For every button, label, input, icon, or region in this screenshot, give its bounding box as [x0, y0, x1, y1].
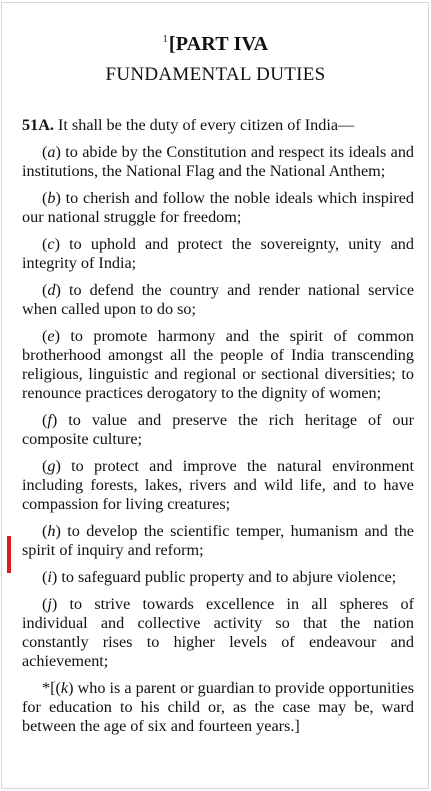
clause-close: ): [55, 143, 66, 161]
clause-letter: g: [47, 457, 56, 475]
section-heading: FUNDAMENTAL DUTIES: [105, 64, 326, 85]
clause-close: ): [54, 235, 70, 253]
clause-letter: d: [47, 281, 56, 299]
clause-f: [22, 411, 414, 449]
clause-close: ): [55, 281, 69, 299]
clause-letter: f: [47, 411, 52, 429]
clause-j: [22, 595, 414, 671]
clause-letter: e: [47, 327, 55, 345]
footnote-marker: 1: [162, 34, 168, 46]
clause-text: to cherish and follow the noble ideals which inspired our national struggle for freedom;: [22, 189, 415, 226]
clause-a: [22, 143, 414, 181]
clause-k: [22, 679, 414, 736]
clause-g: [22, 457, 414, 514]
clause-c: [22, 235, 414, 273]
clause-close: ): [54, 327, 71, 345]
clause-letter: b: [47, 189, 56, 207]
clause-text: to promote harmony and the spirit of common brotherhood amongst all the people of India transcending religious, linguistic and regional or sectional diversities; to renounce practices derogatory to the dignity of women;: [22, 327, 415, 402]
clause-open: (: [42, 522, 48, 540]
article-number: 51A.: [22, 116, 54, 134]
clause-b: [22, 189, 414, 227]
clause-close: ): [55, 457, 72, 475]
part-title-text: [PART IVA: [168, 33, 269, 55]
clause-close: ): [51, 568, 62, 586]
clause-close: ): [55, 522, 68, 540]
clause-letter: i: [47, 568, 52, 586]
clause-open: (: [42, 411, 48, 429]
clause-close: ): [55, 189, 66, 207]
article-intro-text: It shall be the duty of every citizen of India—: [53, 116, 355, 134]
highlight-marker: [7, 536, 11, 573]
clause-text: to uphold and protect the sovereignty, unity and integrity of India;: [22, 235, 414, 272]
clause-letter: j: [47, 595, 52, 613]
clause-open: *[(: [42, 679, 61, 697]
clause-open: (: [42, 235, 48, 253]
article-body: [22, 116, 414, 744]
clause-e: [22, 327, 414, 403]
clause-h: [22, 522, 414, 560]
clause-open: (: [42, 143, 48, 161]
clause-text: to protect and improve the natural environment including forests, lakes, rivers and wild life, and to have compassion for living creatures;: [22, 457, 414, 513]
clause-text: who is a parent or guardian to provide opportunities for education to his child or, as the case may be, ward between the age of six and fourteen years.]: [22, 679, 415, 735]
clause-text: to develop the scientific temper, humanism and the spirit of inquiry and reform;: [22, 522, 414, 559]
clause-open: (: [42, 189, 48, 207]
clause-open: (: [42, 457, 48, 475]
clause-open: (: [42, 281, 48, 299]
clause-close: ): [51, 411, 69, 429]
clause-text: to defend the country and render national service when called upon to do so;: [22, 281, 415, 318]
clause-text: to safeguard public property and to abjure violence;: [61, 568, 397, 586]
clause-open: (: [42, 327, 48, 345]
clause-text: to value and preserve the rich heritage of our composite culture;: [22, 411, 415, 448]
clause-text: to abide by the Constitution and respect its ideals and institutions, the National Flag and the National Anthem;: [22, 143, 415, 180]
clause-d: [22, 281, 414, 319]
clause-i: [22, 568, 414, 587]
clause-text: to strive towards excellence in all spheres of individual and collective activity so that the nation constantly rises to higher levels of endeavour and achievement;: [22, 595, 414, 670]
clause-close: ): [51, 595, 70, 613]
clause-letter: c: [47, 235, 55, 253]
clause-letter: a: [47, 143, 56, 161]
clause-letter: h: [47, 522, 56, 540]
clause-close: ): [68, 679, 78, 697]
article-intro: [22, 116, 414, 135]
clause-open: (: [42, 568, 48, 586]
part-title: [0, 33, 431, 56]
clause-letter: k: [60, 679, 69, 697]
clause-open: (: [42, 595, 48, 613]
